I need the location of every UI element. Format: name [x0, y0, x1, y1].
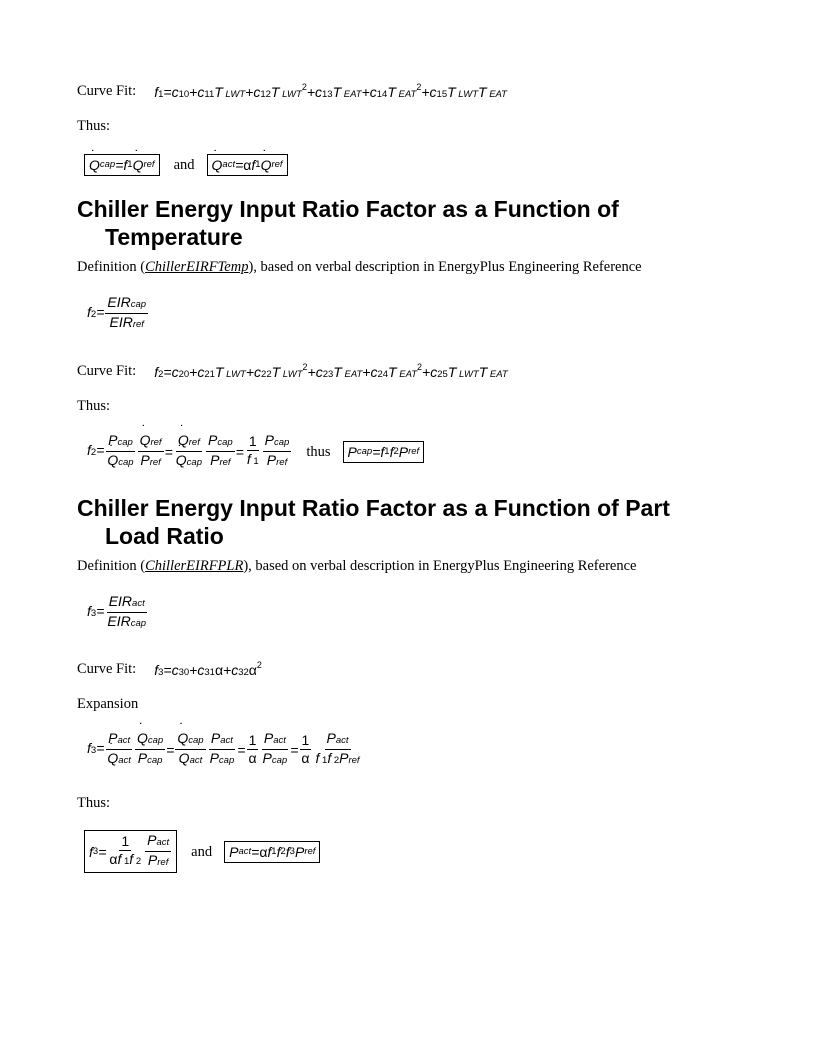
section-heading-eirfplr: Chiller Energy Input Ratio Factor as a Function of Part Load Ratio	[77, 495, 670, 549]
thus-label-1: Thus:	[77, 118, 111, 134]
curve-fit-f1	[77, 78, 507, 104]
equation-f1-curve: f1=c10+c11T LWT+c12T $LWT^2+c13T$ EAT+c14T $EAT^2+c15T$ LWTT EAT	[154, 82, 507, 100]
curve-fit-f2: Curve Fit: f2=c20+c21T LWT+c22T $LWT^2+c23T$ EAT+c24T $EAT^2+c25T$ LWTT EAT	[77, 362, 508, 380]
definition-eirfplr: Definition (ChillerEIRFPLR), based on verbal description in EnergyPlus Engineering Reference	[77, 558, 637, 574]
section-heading-eirftemp: Chiller Energy Input Ratio Factor as a Function of Temperature	[77, 196, 619, 250]
expansion-label: Expansion	[77, 696, 139, 712]
thus-inline-label: thus	[306, 443, 331, 460]
final-equations	[84, 830, 320, 873]
curve-fit-f3: Curve Fit: $f3=c30+c31\alpha+c32\alpha^2$	[77, 660, 262, 678]
equation-f3-definition: f3= $\frac{\text{EIRact}}{\text{EIRcap}}$	[87, 593, 147, 629]
link-chillereirfplr[interactable]: ChillerEIRFPLR	[145, 558, 244, 574]
curve-fit-label: Curve Fit:	[77, 83, 137, 99]
equation-f2-expansion: f2= Pcap ˙ Qcap ˙ $\frac{\text{Qref}}{\text{Pref}}$ = ˙ Qref ˙ Qcap $\frac{\text{Pcap}}{\text{Pref}}$ = $\frac{1}{f 1}$ $\frac{\text{Pcap}}{\text{Pref}}$ thus P cap =f 1 f 2 P ref	[87, 432, 424, 471]
and-label-2: and	[191, 843, 213, 860]
capacity-equations	[84, 154, 288, 176]
equation-qcap: ˙ Q cap =f 1 ˙ Q ref	[84, 154, 160, 176]
equation-f2-definition: f2= $\frac{\text{EIRcap}}{\text{EIRref}}$	[87, 294, 147, 330]
definition-eirftemp: Definition (ChillerEIRFTemp), based on verbal description in EnergyPlus Engineering Reference	[77, 259, 642, 275]
thus-label-2: Thus:	[77, 398, 111, 414]
and-label: and	[173, 157, 195, 173]
link-chillereirftemp[interactable]: ChillerEIRFTemp	[145, 259, 249, 275]
equation-f3-final: f 3 = $\frac{1}{\alpha f 1f 2}$ $\frac{\text{Pact}}{\text{Pref}}$	[84, 830, 177, 873]
equation-qact: ˙ Q act = α f 1 ˙ Q ref	[207, 154, 288, 176]
equation-f3-expansion: f3= Pact ˙ Qact ˙ $\frac{\text{Qcap}}{\text{Pcap}}$ = ˙ Qcap ˙ Qact $\frac{\text{Pact}}{\text{Pcap}}$ = $\frac{1}{\alpha}$ $\frac{\text{Pact}}{\text{Pcap}}$ = $\frac{1}{\alpha}$ $\frac{\text{Pact}}{\text{f 1f 2Pref}}$	[87, 730, 363, 769]
equation-pact: P act = α f 1 f 2 f 3 P ref	[224, 841, 320, 863]
equation-pcap: P cap =f 1 f 2 P ref	[343, 441, 425, 463]
thus-label-3: Thus:	[77, 795, 111, 811]
